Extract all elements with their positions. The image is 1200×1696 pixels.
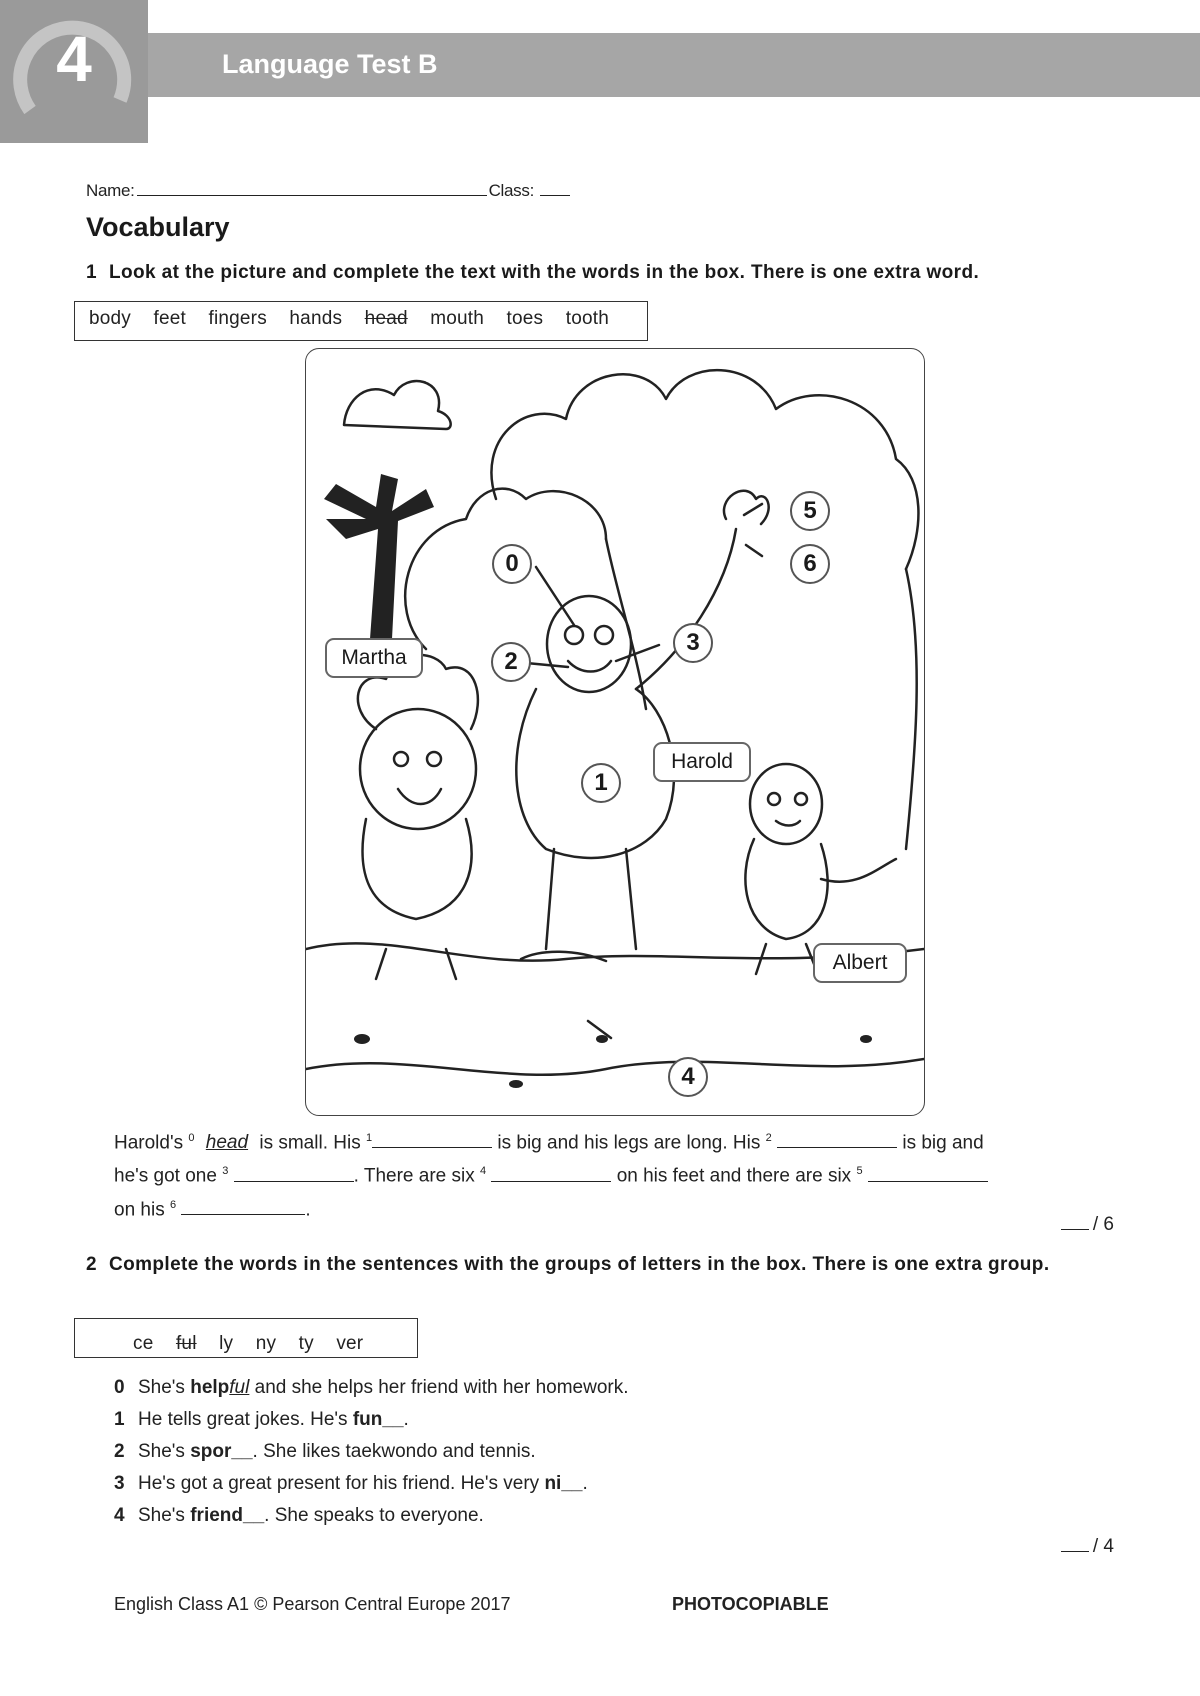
gap-3[interactable] xyxy=(234,1165,354,1182)
sentence-0 xyxy=(114,1372,629,1404)
footer-copyright: English Class A1 © Pearson Central Europe 2017 xyxy=(114,1594,511,1614)
word-item: toes xyxy=(506,308,544,329)
name-field[interactable] xyxy=(137,181,487,196)
example-answer: head xyxy=(205,1132,249,1154)
word-stem: help xyxy=(190,1377,230,1398)
sentence-text: . She likes taekwondo and tennis. xyxy=(252,1441,536,1462)
sentence-number: 3 xyxy=(114,1473,125,1494)
passage-text: . xyxy=(305,1198,311,1220)
task1-instruction xyxy=(86,262,979,284)
class-field[interactable] xyxy=(540,181,570,196)
callout-6: 6 xyxy=(803,550,817,577)
gap-field[interactable]: __ xyxy=(561,1473,583,1494)
task1-passage xyxy=(114,1124,1114,1224)
sentence-text: and she helps her friend with her homework. xyxy=(249,1377,629,1398)
cartoon-illustration xyxy=(306,349,924,1115)
group-item-used: ful xyxy=(175,1333,197,1354)
word-box xyxy=(74,301,648,341)
sentence-number: 1 xyxy=(114,1409,125,1430)
word-stem: fun xyxy=(352,1409,383,1430)
group-item: ver xyxy=(336,1333,364,1354)
gap-number: 6 xyxy=(169,1198,177,1211)
footer-photocopiable: PHOTOCOPIABLE xyxy=(672,1594,829,1614)
word-item: fingers xyxy=(208,308,267,329)
task1-score xyxy=(1061,1214,1114,1236)
sentence-number: 4 xyxy=(114,1505,125,1526)
passage-text: he's got one xyxy=(114,1165,217,1187)
group-item: ce xyxy=(133,1333,154,1354)
sentence-number: 2 xyxy=(114,1441,125,1462)
callout-3: 3 xyxy=(686,629,700,656)
gap-number: 2 xyxy=(765,1132,772,1144)
callout-4: 4 xyxy=(681,1063,695,1090)
score-field[interactable] xyxy=(1061,1215,1089,1230)
score-field[interactable] xyxy=(1061,1537,1089,1552)
task2-score xyxy=(1061,1536,1114,1558)
word-item: feet xyxy=(153,308,186,329)
score-total: / 6 xyxy=(1092,1214,1114,1235)
gap-6[interactable] xyxy=(181,1198,305,1215)
gap-2[interactable] xyxy=(777,1131,897,1148)
gap-5[interactable] xyxy=(868,1165,988,1182)
word-item-used: head xyxy=(364,308,408,329)
section-title: Vocabulary xyxy=(86,212,230,242)
sentence-text: . xyxy=(582,1473,588,1494)
passage-text: on his feet and there are six xyxy=(616,1165,852,1187)
task2-sentences xyxy=(114,1372,629,1532)
sentence-3 xyxy=(114,1468,629,1500)
gap-field[interactable]: __ xyxy=(231,1441,253,1462)
task1-number: 1 xyxy=(86,262,97,283)
task2-instruction xyxy=(86,1251,1096,1278)
group-item: ty xyxy=(298,1333,314,1354)
test-title: Language Test B xyxy=(222,49,438,79)
example-answer: ful xyxy=(229,1377,250,1398)
gap-4[interactable] xyxy=(491,1165,611,1182)
letter-group-box xyxy=(74,1318,418,1358)
gap-field[interactable]: __ xyxy=(243,1505,265,1526)
gap-1[interactable] xyxy=(372,1131,492,1148)
sentence-text: He tells great jokes. He's xyxy=(138,1409,353,1430)
group-item: ly xyxy=(219,1333,234,1354)
gap-number: 0 xyxy=(188,1132,195,1144)
task2-text: Complete the words in the sentences with the groups of letters in the box. There is one extra group. xyxy=(108,1254,1050,1275)
header-bar xyxy=(148,33,1200,97)
gap-number: 1 xyxy=(365,1132,373,1144)
sentence-1 xyxy=(114,1404,629,1436)
group-item: ny xyxy=(255,1333,277,1354)
callout-1: 1 xyxy=(594,769,608,796)
label-harold: Harold xyxy=(671,750,733,773)
sentence-number: 0 xyxy=(114,1377,125,1398)
sentence-text: She's xyxy=(138,1377,191,1398)
callout-0: 0 xyxy=(505,550,519,577)
sentence-text: . She speaks to everyone. xyxy=(264,1505,484,1526)
sentence-text: He's got a great present for his friend. He's very xyxy=(138,1473,545,1494)
unit-badge xyxy=(0,0,148,143)
label-albert: Albert xyxy=(832,951,888,974)
callout-2: 2 xyxy=(504,648,518,675)
callout-5: 5 xyxy=(803,497,817,524)
passage-text: is small. His xyxy=(259,1132,361,1154)
score-total: / 4 xyxy=(1092,1536,1114,1557)
sentence-text: She's xyxy=(138,1505,191,1526)
cartoon-picture xyxy=(305,348,925,1116)
passage-text: on his xyxy=(114,1198,165,1220)
gap-number: 5 xyxy=(856,1165,863,1178)
sentence-4 xyxy=(114,1500,629,1532)
passage-text: is big and his legs are long. His xyxy=(497,1132,761,1154)
word-stem: ni xyxy=(544,1473,562,1494)
word-item: mouth xyxy=(430,308,485,329)
class-label: Class: xyxy=(488,181,535,200)
word-stem: spor xyxy=(190,1441,232,1462)
task1-text: Look at the picture and complete the text with the words in the box. There is one extra word. xyxy=(108,262,980,283)
passage-text: Harold's xyxy=(114,1132,184,1154)
passage-text: is big and xyxy=(902,1132,984,1154)
name-label: Name: xyxy=(86,181,135,200)
word-item: body xyxy=(89,308,132,329)
name-class-line xyxy=(86,181,570,201)
gap-number: 4 xyxy=(480,1165,487,1178)
label-martha: Martha xyxy=(341,646,407,669)
sentence-2 xyxy=(114,1436,629,1468)
task2-number: 2 xyxy=(86,1254,97,1275)
gap-field[interactable]: __ xyxy=(382,1409,404,1430)
word-item: tooth xyxy=(565,308,609,329)
word-item: hands xyxy=(289,308,343,329)
unit-number: 4 xyxy=(56,23,92,95)
word-stem: friend xyxy=(190,1505,243,1526)
sentence-text: . xyxy=(403,1409,409,1430)
passage-text: . There are six xyxy=(353,1165,475,1187)
gap-number: 3 xyxy=(222,1165,229,1178)
sentence-text: She's xyxy=(138,1441,191,1462)
